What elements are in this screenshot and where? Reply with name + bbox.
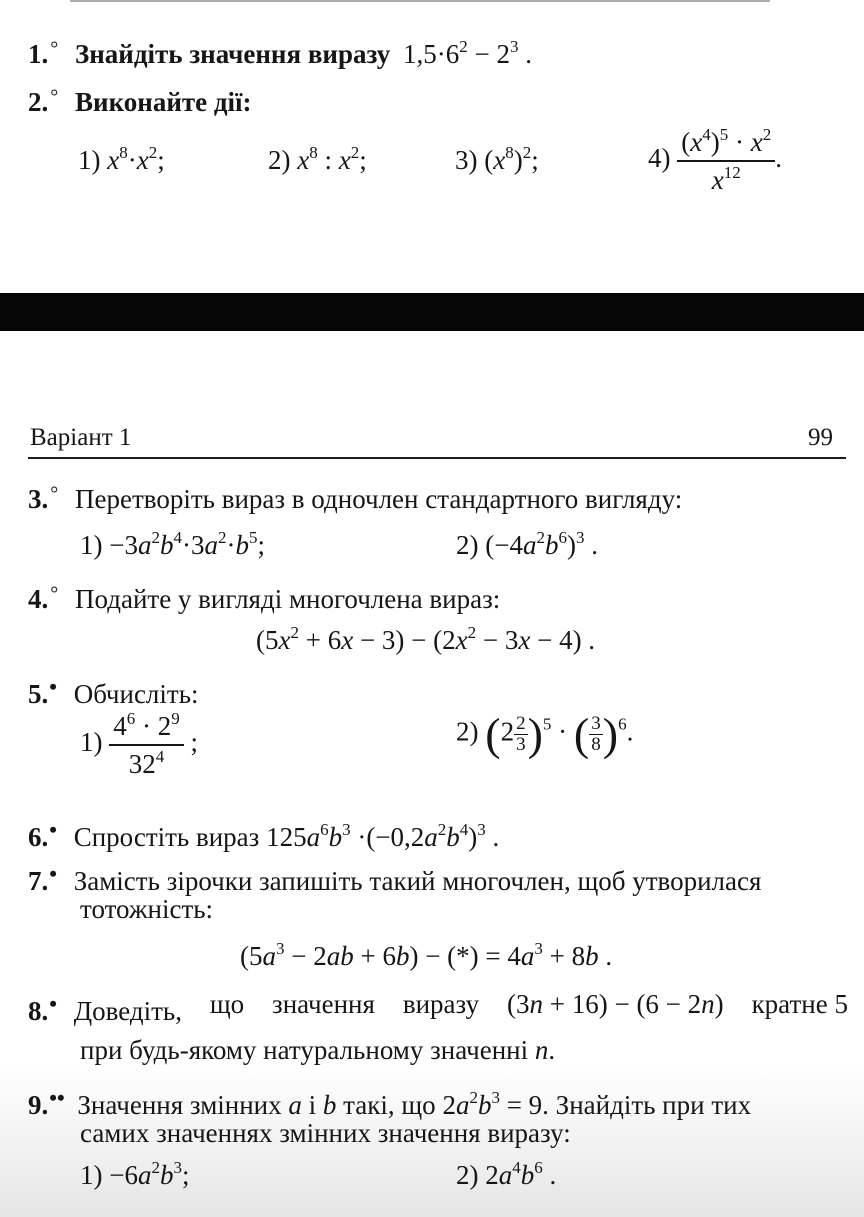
task-9-item-1: $1) -6a^2b^3$;	[80, 1158, 190, 1190]
task-number: 3. °	[28, 483, 59, 514]
task-2	[28, 80, 252, 119]
task-number: 7.•	[28, 861, 57, 896]
task-2-item-2: 2) $x^8$ : $x^2$;	[268, 143, 367, 175]
task-5-item-1: 1) $\frac{4^6 \cdot 2^9}{32^4}$ ;	[80, 708, 198, 782]
task-6	[28, 813, 499, 854]
task-text: Подайте у вигляді многочлена вираз:	[75, 584, 501, 614]
variant-title: Варіант 1	[30, 424, 132, 451]
task-1	[28, 32, 532, 71]
task-4	[28, 577, 500, 616]
page-divider-band	[0, 293, 864, 331]
task-expression: (3n + 16) − (6 − 2n)	[507, 989, 724, 1019]
fraction: $\frac{4^6 \cdot 2^9}{32^4}$	[109, 708, 184, 782]
task-number: 9.••	[28, 1085, 65, 1120]
task-expression: $1,5\cdot 6^2 - 2^3$ .	[403, 37, 532, 69]
task-number: 5.•	[28, 674, 57, 709]
task-8: 8.• Доведіть, що значення виразу (3n + 16) − (6 − 2n) кратне 5	[28, 989, 848, 1026]
task-5	[28, 670, 199, 711]
task-9: 9.•• Значення змінних a і b такі, що $2a^2b^3 = 9$. Знайдіть при тих	[28, 1085, 752, 1120]
task-number: 1. °	[28, 38, 59, 69]
task-9-line-2: самих значеннях змінних значення виразу:	[80, 1118, 571, 1148]
task-3	[28, 477, 682, 516]
task-number: 4. °	[28, 583, 59, 614]
task-number: 2. °	[28, 86, 59, 117]
task-expression: $2a^2b^3 = 9$	[442, 1088, 543, 1120]
task-5-item-2: 2) (2 $\frac{2}{3}$ )$^5$ · ( $\frac{3}{8}$ )$^6$.	[456, 708, 634, 760]
task-text: Спростіть вираз	[73, 822, 260, 852]
task-7-expression: $(5a^3 - 2ab + 6b)$ − (*) = $4a^3 + 8b$ .	[240, 939, 613, 971]
task-9-item-2: 2) $2a^4b^6$ .	[456, 1158, 557, 1190]
task-4-expression: $(5x^2 + 6x - 3) - (2x^2 - 3x - 4)$ .	[256, 623, 596, 655]
task-2-item-3: 3) $(x^8)^2$;	[455, 143, 539, 175]
task-text: Перетворіть вираз в одночлен стандартного вигляду:	[75, 484, 683, 514]
task-text: Замість зірочки запишіть такий многочлен, щоб утворилася	[73, 866, 762, 896]
task-7-line-2: тотожність:	[80, 894, 214, 924]
task-3-item-1: $1) -3a^2b^4\cdot 3a^2\cdot b^5$;	[80, 528, 265, 560]
task-3-item-2: 2) $(-4a^2b^6)^3$ .	[456, 528, 598, 560]
task-number: 6.•	[28, 817, 57, 852]
task-text: Знайдіть значення виразу	[75, 39, 391, 69]
clipped-text-line	[70, 0, 770, 2]
header-rule	[28, 457, 846, 459]
fraction: $\frac{(x^4)^5 \cdot x^2}{x^{12}}$	[677, 124, 775, 198]
task-2-item-1: 1) $x^8\cdot x^2$;	[78, 143, 165, 175]
task-text: Виконайте дії:	[75, 87, 252, 117]
task-expression: $125a^6b^3 \cdot(-0,2a^2b^4)^3$ .	[266, 820, 500, 852]
task-number: 8.•	[28, 991, 57, 1026]
task-text: Обчисліть:	[73, 679, 199, 709]
task-8-line-2: при будь-якому натуральному значенні n.	[80, 1035, 556, 1065]
task-2-item-4: 4) $\frac{(x^4)^5 \cdot x^2}{x^{12}}$ .	[648, 124, 782, 198]
page-number: 99	[808, 424, 833, 451]
